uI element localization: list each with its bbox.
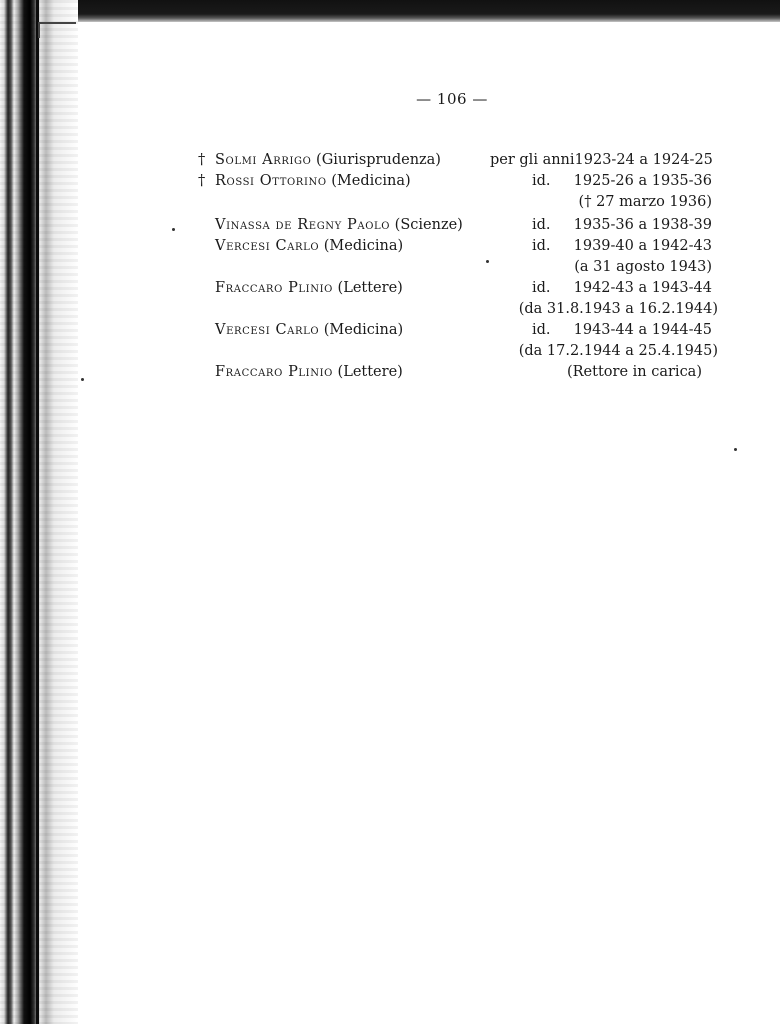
term-period [496,215,712,236]
term-note: († 27 marzo 1936) [578,194,712,210]
rector-surname: Fraccaro Plinio [215,280,333,296]
dagger-mark: † [198,173,206,189]
rector-surname: Vercesi Carlo [215,322,320,338]
term-years: 1925-26 a 1935-36 [573,173,712,189]
term-note: (Rettore in carica) [566,364,702,380]
rector-surname: Vercesi Carlo [215,238,320,254]
rector-surname: Rossi Ottorino [215,173,327,189]
term-years: 1923-24 a 1924-25 [574,152,713,168]
rector-name [215,362,403,383]
term-prefix: per gli anni [490,152,575,168]
list-item [196,320,756,341]
scan-speck [81,378,84,381]
list-item-note-row [196,299,756,320]
spine-edge-line [36,0,39,1024]
rector-name [215,236,403,257]
rector-surname: Solmi Arrigo [215,152,312,168]
term-prefix: id. [532,280,551,296]
rector-name [215,278,403,299]
rector-name [215,150,441,171]
scan-top-edge [0,0,780,22]
term-prefix: id. [532,238,551,254]
book-spine-shadow [0,0,78,1024]
term-prefix: id. [532,173,551,189]
page-number: — 106 — [416,90,488,108]
list-item-note-row [196,192,756,213]
rector-name [215,215,463,236]
faculty: (Lettere) [337,280,403,296]
term-period [496,278,712,299]
faculty: (Medicina) [331,173,411,189]
rector-name [215,320,403,341]
list-item [196,362,756,383]
term-years: 1942-43 a 1943-44 [573,280,712,296]
faculty: (Lettere) [337,364,403,380]
list-item-note-row [196,341,756,362]
term-period [496,236,712,257]
rector-list [196,150,756,383]
list-item [196,215,756,236]
term-years: 1943-44 a 1944-45 [573,322,712,338]
faculty: (Scienze) [394,217,463,233]
term-period [496,320,712,341]
term-note: (a 31 agosto 1943) [574,259,712,275]
list-item [196,236,756,257]
faculty: (Medicina) [323,238,404,254]
term-years: 1935-36 a 1938-39 [573,217,712,233]
term-note: (da 17.2.1944 a 25.4.1945) [518,343,718,359]
list-item [196,150,756,171]
rector-name [215,171,411,192]
dagger-mark: † [198,152,206,168]
rector-surname: Vinassa de Regny Paolo [215,217,391,233]
term-note: (da 31.8.1943 a 16.2.1944) [518,301,718,317]
term-period [490,150,712,171]
list-item [196,171,756,192]
list-item [196,278,756,299]
term-period [496,171,712,192]
page-corner-mark [38,22,76,38]
faculty: (Medicina) [323,322,404,338]
list-item-note-row [196,257,756,278]
term-prefix: id. [532,322,551,338]
term-prefix: id. [532,217,551,233]
scan-speck [486,260,489,263]
rector-surname: Fraccaro Plinio [215,364,333,380]
faculty: (Giurisprudenza) [316,152,441,168]
term-years: 1939-40 a 1942-43 [573,238,712,254]
scan-speck [734,448,737,451]
scan-speck [172,228,175,231]
